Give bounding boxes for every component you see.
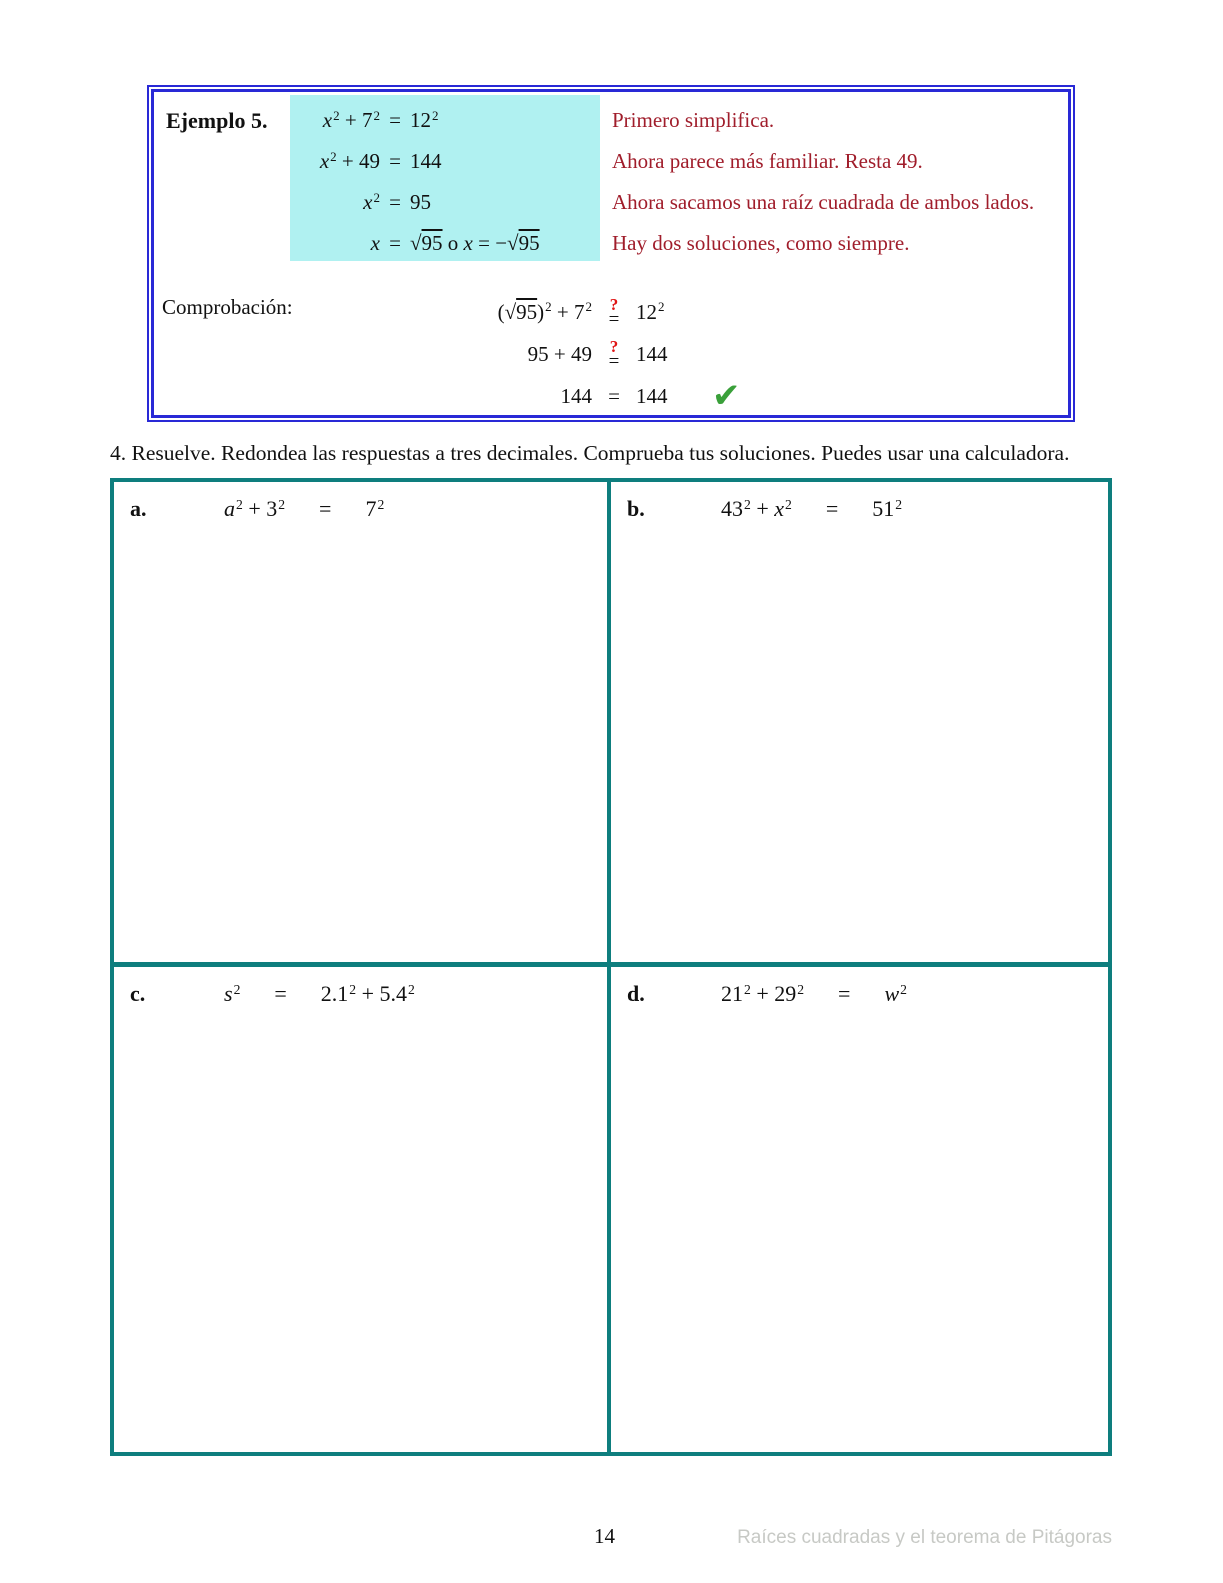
math-segment: 2.1 [320,981,349,1006]
math-segment: 51 [872,496,895,521]
check-lhs [442,300,592,325]
question-instruction: 4. Resuelve. Redondea las respuestas a tres decimales. Comprueba tus soluciones. Puedes usar una calculadora. [110,441,1070,465]
step-lhs [296,108,380,133]
equals-sign: = [838,981,851,1006]
math-segment: 2 [895,496,903,512]
problem-rhs [884,981,907,1007]
step-rhs [410,108,600,133]
problem-cell-a [114,482,611,967]
equals-sign: = [825,496,839,521]
math-segment: x [463,231,473,255]
math-segment: 21 [721,981,743,1006]
math-segment: s [224,981,233,1006]
math-segment: + [750,496,775,521]
problems-grid [110,478,1112,1456]
step-lhs [296,149,380,174]
step-comments [612,95,1034,264]
math-segment: + 5.4 [356,981,408,1006]
math-segment: √ [410,231,422,255]
example-box-inner-border [151,89,1071,418]
check-lhs [442,342,592,367]
equals-sign: = [389,190,401,214]
math-segment: 2 [785,496,792,512]
problem-label: b. [627,496,645,521]
math-segment: ) [537,299,545,324]
problem-lhs [224,496,285,522]
equals-sign: = [319,496,332,521]
math-segment: x [363,190,373,214]
math-segment: + 7 [339,108,373,132]
problem-lhs [721,981,804,1007]
math-segment: x [319,149,330,173]
step-comment: Ahora parece más familiar. Resta 49. [612,149,923,173]
math-segment: 2 [349,981,357,997]
example-box [147,85,1075,422]
problem-cell-d [611,967,1108,1452]
problem-rhs [321,981,415,1007]
math-segment: x [370,231,380,255]
math-segment: 2 [797,981,805,997]
equals-sign: = [608,350,620,372]
math-segment: + 7 [551,299,585,324]
math-segment: 95 [518,231,540,255]
math-segment: 144 [560,383,592,408]
equals-sign: = [389,108,401,132]
problem-rhs [365,496,384,522]
math-segment: 2 [432,107,439,123]
math-segment: 95 + 49 [527,341,592,366]
check-lhs [442,384,592,409]
equals-sign: = [608,308,620,330]
question-over-equals-icon [609,296,620,329]
math-segment: (√ [497,299,517,324]
math-segment: + 49 [336,149,380,173]
step-comment: Ahora sacamos una raíz cuadrada de ambos lados. [612,190,1035,214]
math-segment: 2 [658,299,665,315]
equals-sign: = [389,231,401,255]
math-segment: a [224,496,235,521]
problem-statement [627,981,1092,1007]
math-segment: 2 [373,189,380,205]
math-segment: 95 [516,299,538,324]
math-segment: 95 [410,190,431,214]
step-rhs [410,149,600,174]
math-segment: x [774,496,784,521]
math-segment: 2 [744,496,751,512]
step-rhs [410,231,600,256]
math-segment: + 3 [242,496,278,521]
problem-lhs [224,981,240,1007]
equals-sign: = [274,981,287,1006]
math-segment: 144 [636,341,668,366]
step-comment: Primero simplifica. [612,108,775,132]
math-segment: x [322,108,333,132]
equals-sign: = [389,149,401,173]
problem-statement [130,496,591,522]
math-segment: 2 [236,496,243,512]
problem-cell-b [611,482,1108,967]
step-lhs [296,231,380,256]
check-rhs [636,342,706,367]
page-number: 14 [594,1524,615,1548]
step-rhs [410,190,600,215]
math-segment: 95 [421,231,443,255]
math-segment: 2 [278,496,286,512]
math-segment: w [884,981,900,1006]
math-segment: 144 [410,149,442,173]
green-checkmark-icon: ✔ [712,376,741,416]
problem-rhs [872,496,902,522]
problem-lhs [721,496,792,522]
check-equations [442,291,766,417]
question-mark: ? [609,336,619,356]
check-rhs [636,300,706,325]
problem-statement [130,981,591,1007]
question-mark: ? [609,294,619,314]
problem-label: c. [130,981,146,1006]
math-segment: 2 [233,981,241,997]
check-result [706,376,766,416]
problem-cell-c [114,967,611,1452]
question-over-equals-icon [609,338,620,371]
math-segment: = −√ [472,231,519,255]
equation-steps [290,95,600,264]
footer-section-title: Raíces cuadradas y el teorema de Pitágoras [737,1527,1112,1548]
math-segment: 144 [636,383,668,408]
equation-panel [290,95,600,261]
math-segment: 43 [721,496,743,521]
math-segment: 2 [900,981,907,997]
math-segment: 12 [636,299,657,324]
math-segment: 2 [585,299,592,315]
step-lhs [296,190,380,215]
math-segment: 2 [744,981,751,997]
problem-statement [627,496,1092,522]
math-segment: 2 [377,496,385,512]
math-segment: 12 [410,108,431,132]
math-segment: o [442,231,464,255]
math-segment: 2 [333,107,340,123]
math-segment: 2 [373,107,380,123]
math-segment: 2 [330,148,337,164]
math-segment: 2 [545,299,552,315]
problem-label: a. [130,496,147,521]
math-segment: 2 [408,981,415,997]
step-comment: Hay dos soluciones, como siempre. [612,231,910,255]
problem-label: d. [627,981,645,1006]
check-rhs [636,384,706,409]
math-segment: + 29 [750,981,797,1006]
check-section-label: Comprobación: [162,295,293,319]
math-segment: 7 [365,496,377,521]
questioned-equals-sign [592,296,636,329]
example-label: Ejemplo 5. [166,108,268,133]
equals-sign: = [608,383,620,408]
questioned-equals-sign [592,338,636,371]
